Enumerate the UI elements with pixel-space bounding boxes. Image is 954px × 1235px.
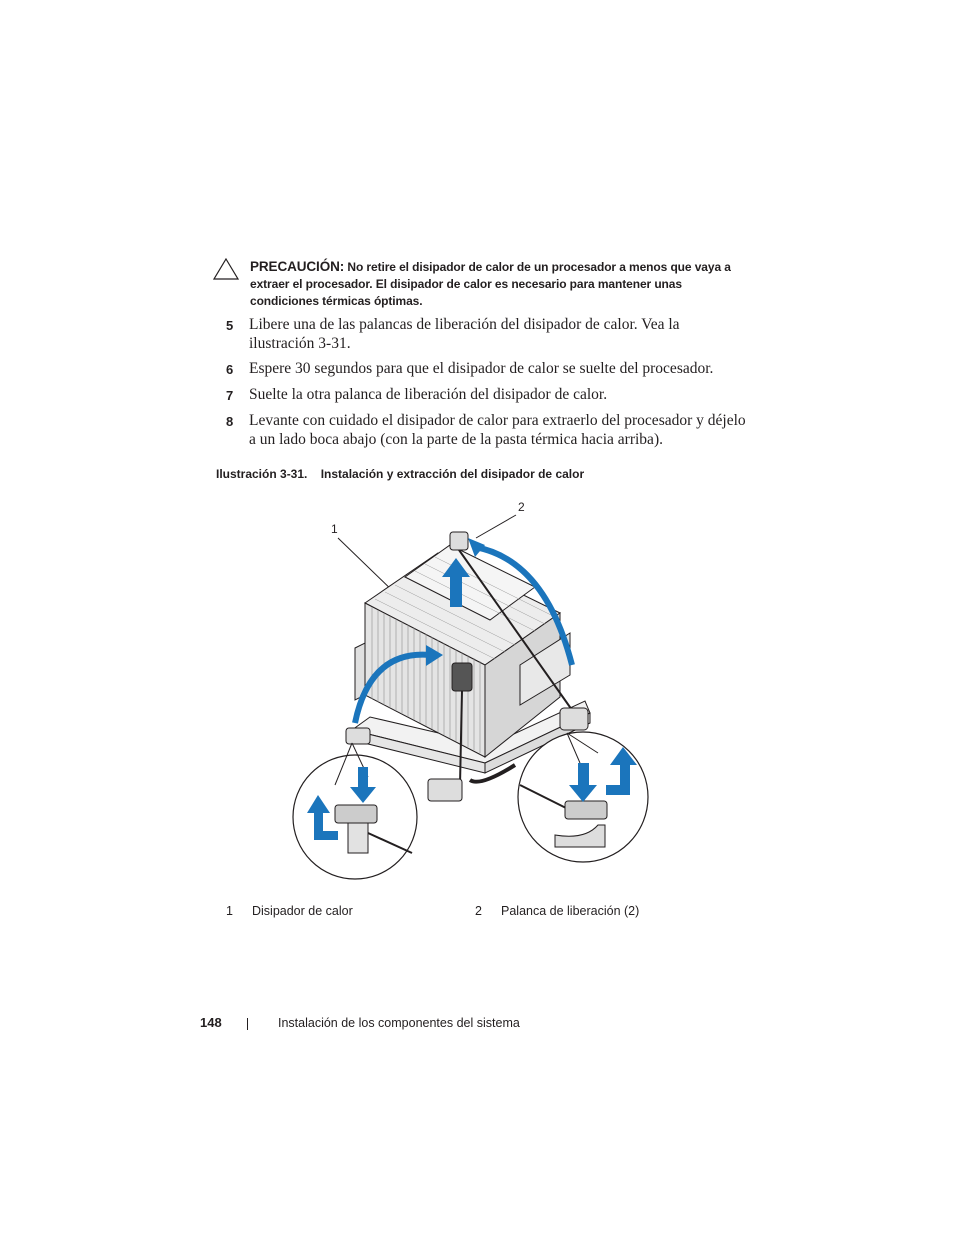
step-number: 8	[226, 414, 234, 429]
figure-caption: Ilustración 3-31. Instalación y extracción del disipador de calor	[216, 467, 585, 481]
legend-label: Disipador de calor	[252, 904, 353, 918]
heatsink-drawing	[280, 495, 660, 890]
inset-right	[518, 732, 648, 862]
callout-2: 2	[518, 500, 525, 514]
legend-label: Palanca de liberación (2)	[501, 904, 640, 918]
step-number: 6	[226, 362, 234, 377]
step-number: 5	[226, 318, 234, 333]
step-5	[226, 315, 746, 353]
legend-item	[226, 904, 353, 918]
callout-1: 1	[331, 522, 338, 536]
caution-text	[250, 258, 733, 310]
step-text: Libere una de las palancas de liberación del disipador de calor. Vea la ilustración 3-31.	[249, 316, 680, 352]
footer-title: Instalación de los componentes del sistema	[278, 1016, 520, 1030]
step-text: Levante con cuidado el disipador de calor para extraerlo del procesador y déjelo a un lado boca abajo (con la parte de la pasta térmica hacia arriba).	[249, 412, 746, 448]
caution-note	[213, 258, 733, 310]
step-text: Espere 30 segundos para que el disipador de calor se suelte del procesador.	[249, 360, 714, 377]
inset-left	[293, 743, 417, 879]
legend-number: 2	[475, 904, 482, 918]
step-number: 7	[226, 388, 234, 403]
warning-triangle-icon	[213, 258, 239, 280]
caution-body: No retire el disipador de calor de un procesador a menos que vaya a extraer el procesador. El disipador de calor es necesario para mantener unas condiciones térmicas óptimas.	[250, 260, 731, 308]
legend-item	[475, 904, 639, 918]
step-7	[226, 385, 746, 405]
footer-divider	[247, 1018, 248, 1030]
step-8	[226, 411, 746, 449]
step-text: Suelte la otra palanca de liberación del disipador de calor.	[249, 386, 608, 403]
heatsink-illustration	[280, 495, 660, 890]
page-number: 148	[200, 1015, 222, 1030]
legend-number: 1	[226, 904, 233, 918]
caution-label: PRECAUCIÓN:	[250, 259, 345, 274]
callout-2-leader	[476, 515, 516, 538]
step-6	[226, 359, 746, 379]
procedure-steps	[226, 315, 746, 455]
